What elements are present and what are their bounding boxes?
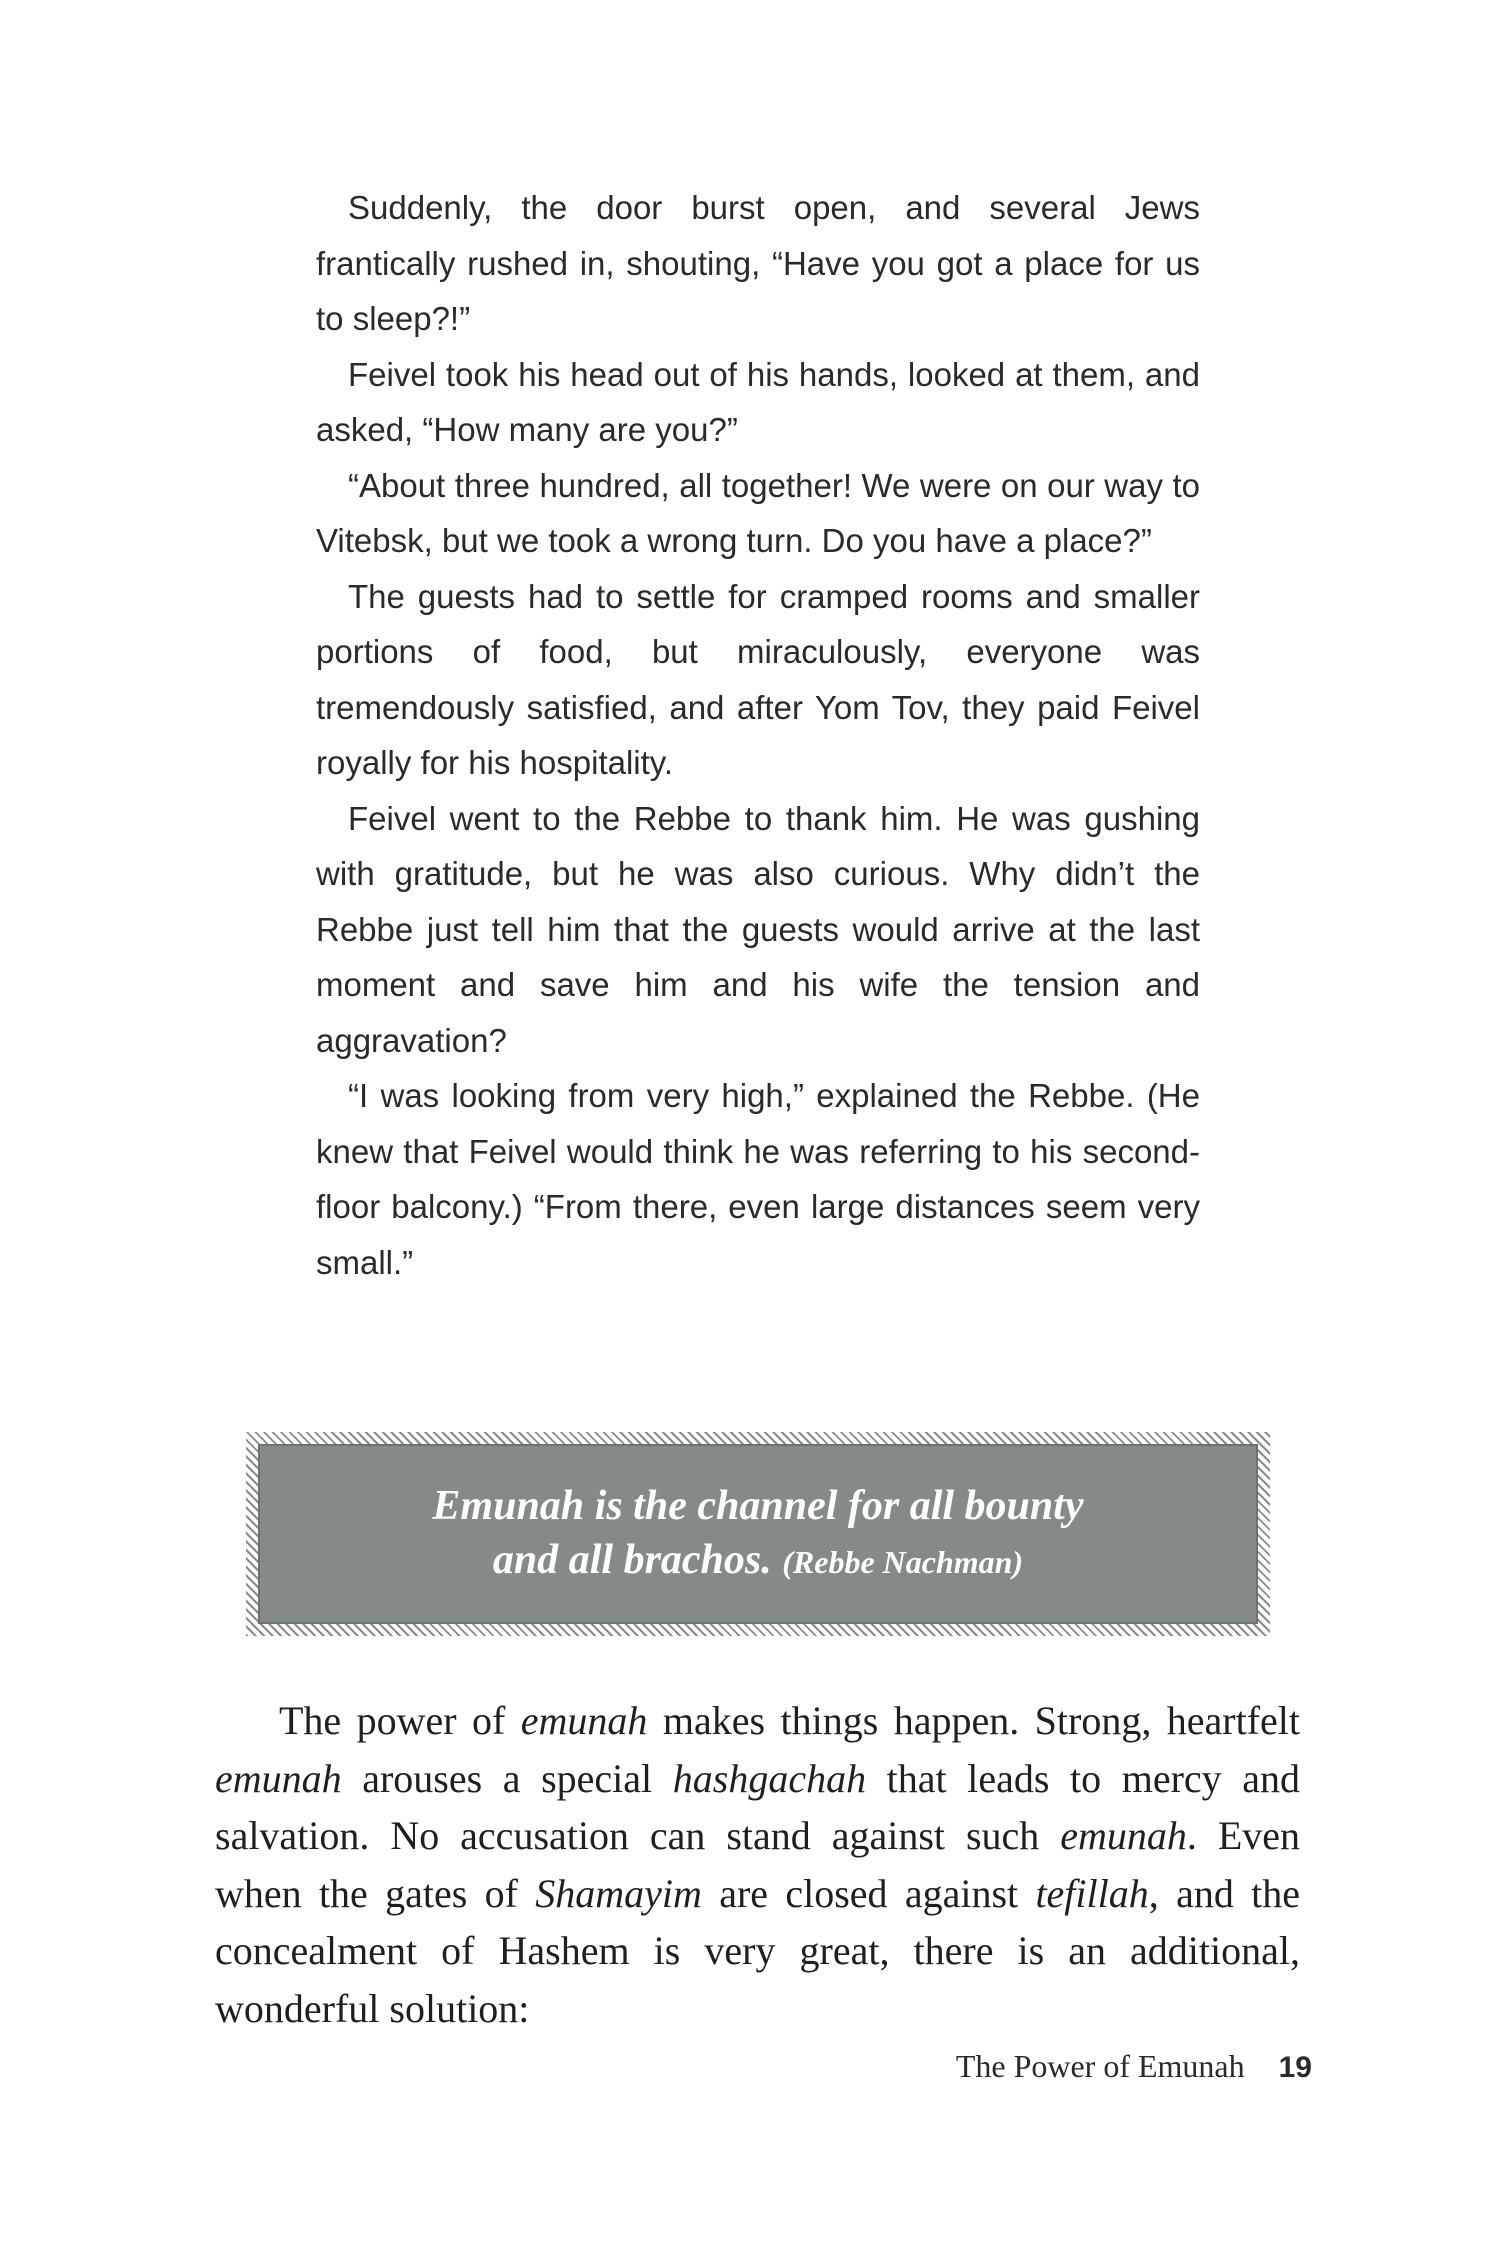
quote-line-1: Emunah is the channel for all bounty	[432, 1483, 1084, 1529]
body-emphasis: Shamayim	[535, 1870, 702, 1916]
body-paragraph	[215, 1692, 1300, 2037]
body-text-run: , and the concealment of Hashem is very great, there is an additional, wonderful solution:	[215, 1870, 1300, 2031]
body-emphasis: emunah	[1060, 1813, 1187, 1858]
body-text-run: The power of	[279, 1698, 521, 1743]
story-paragraph: “I was looking from very high,” explained the Rebbe. (He knew that Feivel would think he was referring to his second-floor balcony.) “From there, even large distances seem very small.”	[316, 1077, 1200, 1281]
story-section	[316, 180, 1200, 1290]
body-emphasis: hashgachah	[672, 1755, 867, 1801]
body-text-run: arouses a special	[341, 1755, 673, 1801]
page-footer	[956, 2048, 1312, 2085]
body-text-run: are closed against	[701, 1870, 1036, 1916]
page-number: 19	[1278, 2051, 1312, 2084]
body-text-run: . Even when the gates of	[215, 1813, 1300, 1916]
story-paragraph: Suddenly, the door burst open, and several Jews frantically rushed in, shouting, “Have you got a place for us to sleep?!”	[316, 189, 1200, 337]
quote-line-2	[493, 1533, 1023, 1589]
story-paragraph: “About three hundred, all together! We were on our way to Vitebsk, but we took a wrong turn. Do you have a place?”	[316, 466, 1200, 559]
quote-source: (Rebbe Nachman)	[782, 1544, 1024, 1580]
story-paragraph: The guests had to settle for cramped rooms and smaller portions of food, but miraculously, everyone was tremendously satisfied, and after Yom Tov, they paid Feivel royally for his hospitality.	[316, 577, 1200, 781]
quote-box	[246, 1432, 1270, 1636]
body-section	[215, 1692, 1300, 2037]
running-title: The Power of Emunah	[955, 2048, 1245, 2084]
story-paragraph: Feivel went to the Rebbe to thank him. He was gushing with gratitude, but he was also curious. Why didn’t the Rebbe just tell him that the guests would arrive at the last moment and save him and his wife the tension and aggravation?	[316, 799, 1200, 1059]
body-emphasis: emunah	[520, 1698, 648, 1743]
quote-line-2-text: and all brachos.	[492, 1537, 772, 1583]
body-text-run: makes things happen. Strong, heartfelt	[647, 1698, 1300, 1743]
quote-panel	[258, 1444, 1258, 1624]
body-text-run: that leads to mercy and salvation. No accusation can stand against such	[215, 1755, 1300, 1858]
body-emphasis: tefillah	[1035, 1870, 1149, 1916]
story-paragraph: Feivel took his head out of his hands, looked at them, and asked, “How many are you?”	[316, 355, 1200, 448]
body-emphasis: emunah	[215, 1755, 342, 1801]
